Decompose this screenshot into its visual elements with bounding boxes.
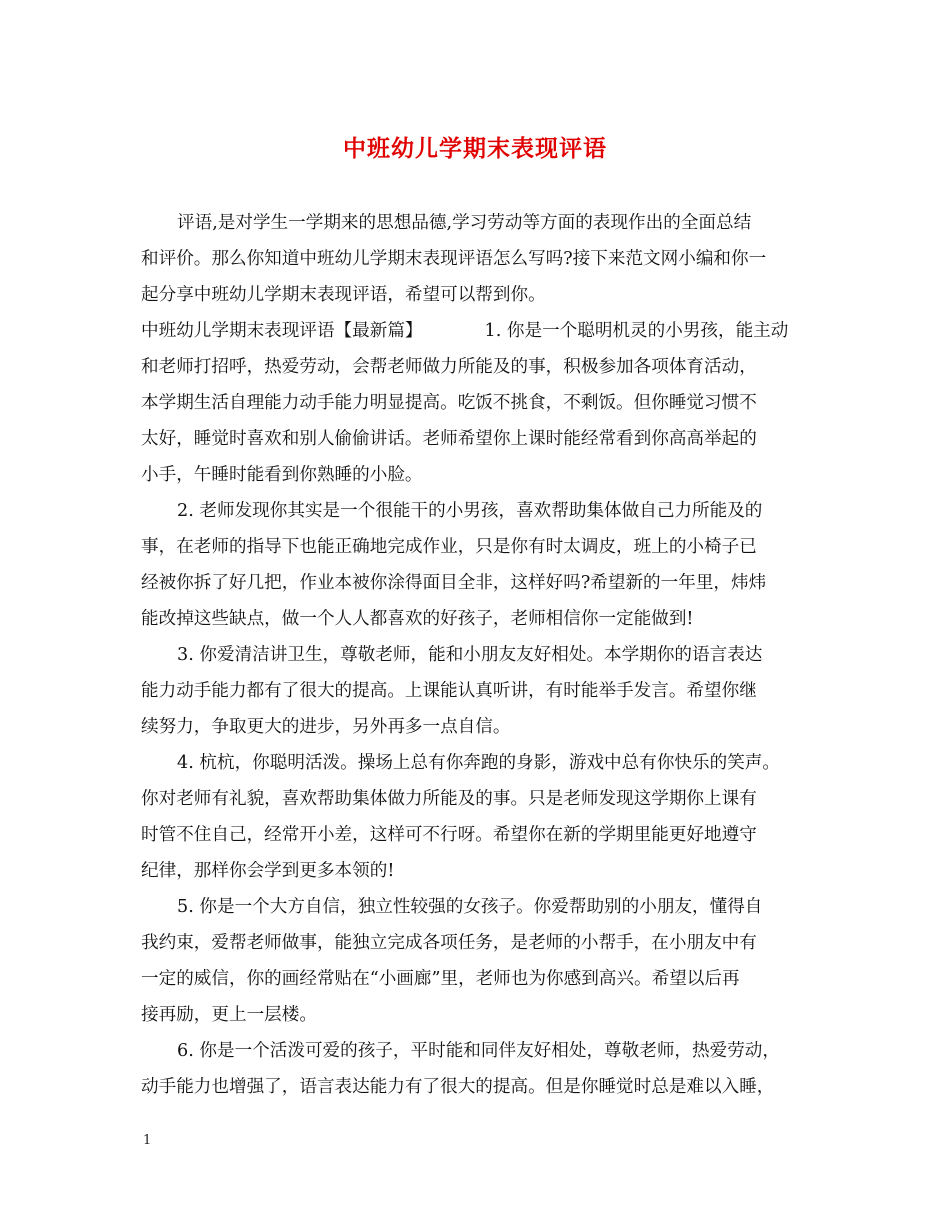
body-line: 事，在老师的指导下也能正确地完成作业，只是你有时太调皮，班上的小椅子已 <box>141 537 757 557</box>
body-line: 评语,是对学生一学期来的思想品德,学习劳动等方面的表现作出的全面总结 <box>177 213 752 233</box>
body-line: 小手，午睡时能看到你熟睡的小脸。 <box>141 465 423 485</box>
body-line: 太好，睡觉时喜欢和别人偷偷讲话。老师希望你上课时能经常看到你高高举起的 <box>141 429 757 449</box>
body-line: 我约束，爱帮老师做事，能独立完成各项任务，是老师的小帮手，在小朋友中有 <box>141 933 757 953</box>
section-heading: 中班幼儿学期末表现评语【最新篇】 <box>141 321 423 341</box>
body-line: 本学期生活自理能力动手能力明显提高。吃饭不挑食，不剩饭。但你睡觉习惯不 <box>141 393 757 413</box>
body-line: 一定的威信，你的画经常贴在“小画廊”里，老师也为你感到高兴。希望以后再 <box>141 969 740 989</box>
body-line: 5. 你是一个大方自信，独立性较强的女孩子。你爱帮助别的小朋友，懂得自 <box>177 897 763 917</box>
body-line: 你对老师有礼貌，喜欢帮助集体做力所能及的事。只是老师发现这学期你上课有 <box>141 789 757 809</box>
body-line: 动手能力也增强了，语言表达能力有了很大的提高。但是你睡觉时总是难以入睡， <box>141 1077 775 1097</box>
body-line: 3. 你爱清洁讲卫生，尊敬老师，能和小朋友友好相处。本学期你的语言表达 <box>177 645 763 665</box>
body-line: 4. 杭杭，你聪明活泼。操场上总有你奔跑的身影，游戏中总有你快乐的笑声。 <box>177 753 780 773</box>
body-line: 和评价。那么你知道中班幼儿学期末表现评语怎么写吗?接下来范文网小编和你一 <box>141 249 767 269</box>
body-line: 能改掉这些缺点，做一个人人都喜欢的好孩子，老师相信你一定能做到! <box>141 609 694 629</box>
body-line: 1. 你是一个聪明机灵的小男孩，能主动 <box>484 321 789 341</box>
body-line: 纪律，那样你会学到更多本领的! <box>141 861 395 881</box>
body-line: 能力动手能力都有了很大的提高。上课能认真听讲，有时能举手发言。希望你继 <box>141 681 757 701</box>
body-line: 续努力，争取更大的进步，另外再多一点自信。 <box>141 717 511 737</box>
body-line: 时管不住自己，经常开小差，这样可不行呀。希望你在新的学期里能更好地遵守 <box>141 825 757 845</box>
section-heading-line <box>141 313 813 349</box>
page-number: 1 <box>143 1133 152 1148</box>
body-line: 经被你拆了好几把，作业本被你涂得面目全非，这样好吗?希望新的一年里，炜炜 <box>141 573 767 593</box>
body-line: 起分享中班幼儿学期末表现评语，希望可以帮到你。 <box>141 285 546 305</box>
document-title: 中班幼儿学期末表现评语 <box>343 135 607 162</box>
body-line: 6. 你是一个活泼可爱的孩子，平时能和同伴友好相处，尊敬老师，热爱劳动， <box>177 1041 780 1061</box>
document-body <box>141 205 813 1105</box>
body-line: 和老师打招呼，热爱劳动，会帮老师做力所能及的事，积极参加各项体育活动， <box>141 357 757 377</box>
body-line: 2. 老师发现你其实是一个很能干的小男孩，喜欢帮助集体做自己力所能及的 <box>177 501 763 521</box>
body-line: 接再励，更上一层楼。 <box>141 1005 317 1025</box>
